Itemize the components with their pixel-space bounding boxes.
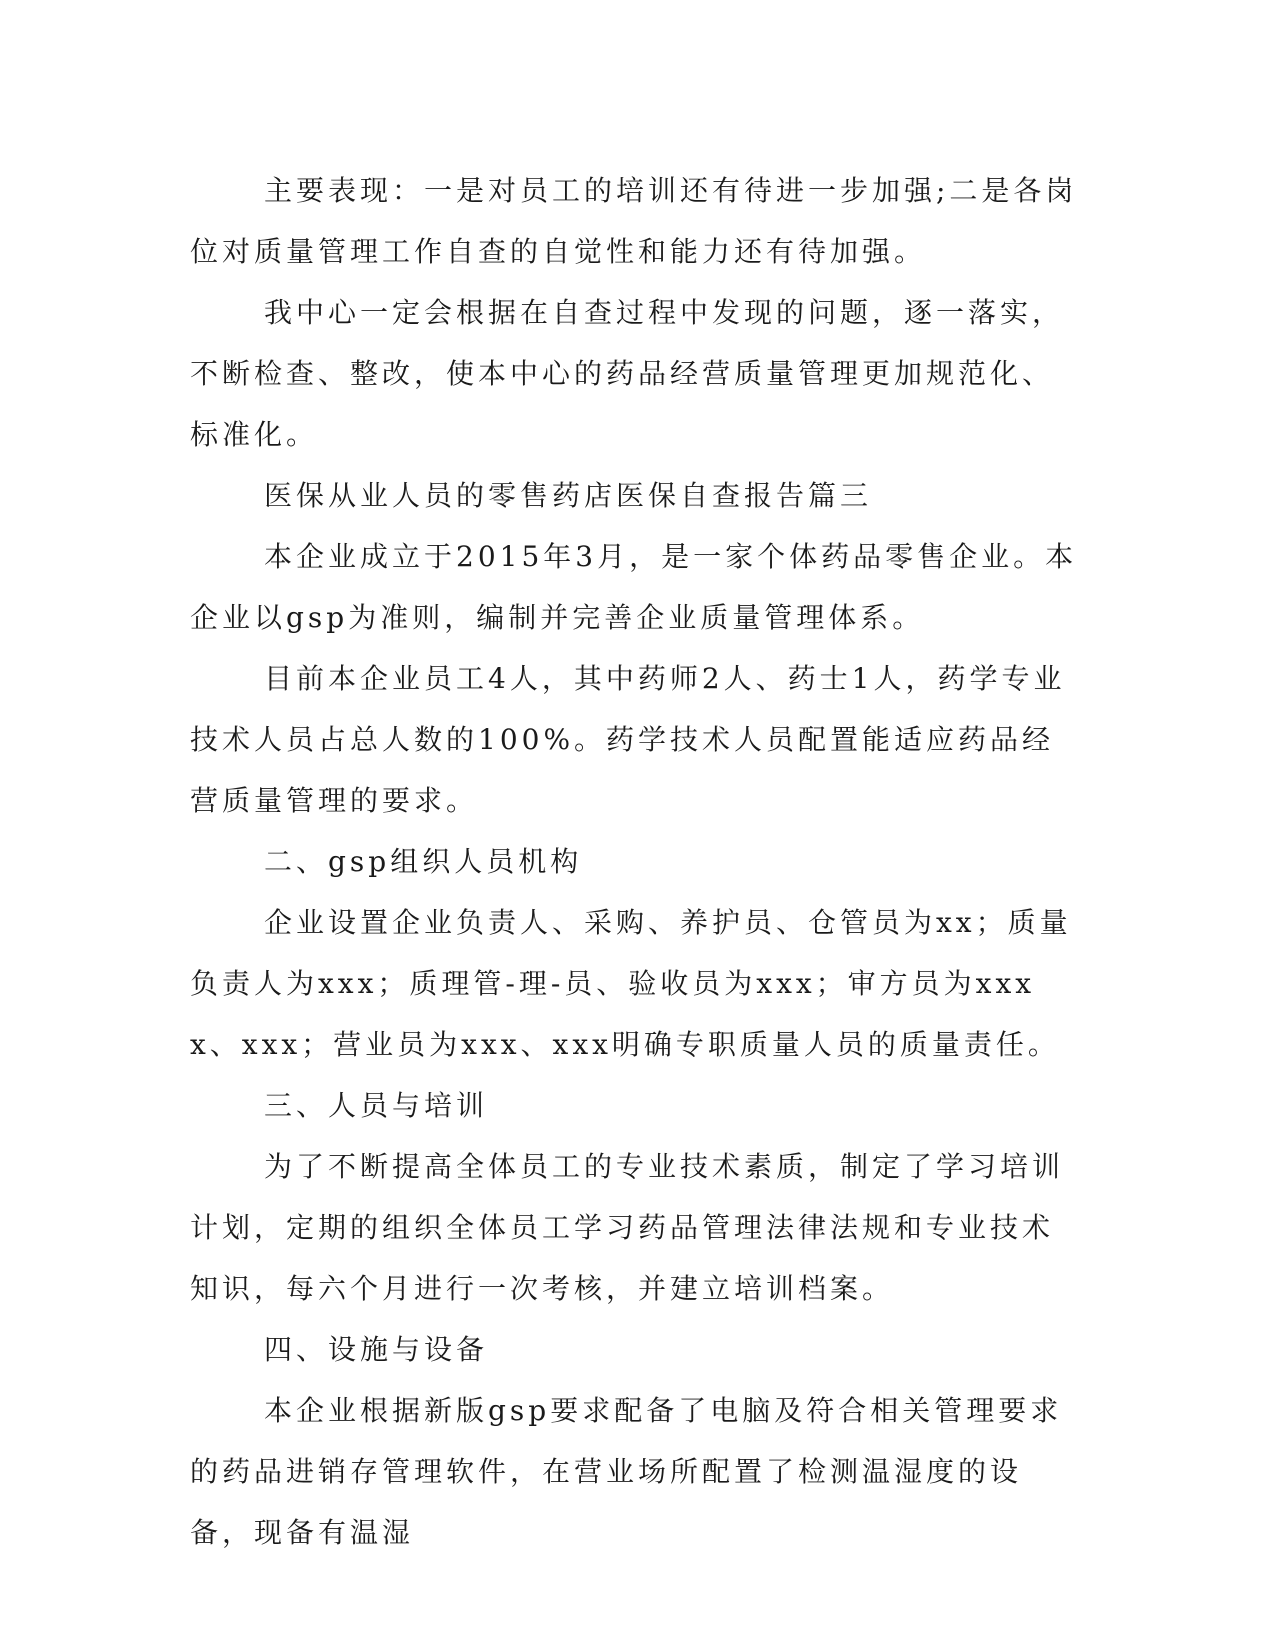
heading-gsp-organization: 二、gsp组织人员机构 xyxy=(264,845,583,878)
paragraph-company-profile: 本企业成立于2015年3月，是一家个体药品零售企业。本企业以gsp为准则，编制并完善企业质量管理体系。 xyxy=(190,540,1078,634)
document-body xyxy=(190,160,1085,1563)
section-title-part-three: 医保从业人员的零售药店医保自查报告篇三 xyxy=(264,479,873,512)
paragraph-equipment-details: 本企业根据新版gsp要求配备了电脑及符合相关管理要求的药品进销存管理软件，在营业场所配置了检测温湿度的设备，现备有温湿 xyxy=(190,1394,1063,1549)
paragraph-training-plan: 为了不断提高全体员工的专业技术素质，制定了学习培训计划，定期的组织全体员工学习药品管理法律法规和专业技术知识，每六个月进行一次考核，并建立培训档案。 xyxy=(190,1150,1065,1305)
paragraph-staff-composition: 目前本企业员工4人，其中药师2人、药士1人，药学专业技术人员占总人数的100%。药学技术人员配置能适应药品经营质量管理的要求。 xyxy=(190,662,1066,817)
paragraph-rectification-commitment: 我中心一定会根据在自查过程中发现的问题，逐一落实，不断检查、整改，使本中心的药品经营质量管理更加规范化、标准化。 xyxy=(190,296,1065,451)
heading-personnel-training: 三、人员与培训 xyxy=(264,1089,489,1122)
paragraph-main-issues: 主要表现：一是对员工的培训还有待进一步加强;二是各岗位对质量管理工作自查的自觉性和能力还有待加强。 xyxy=(190,174,1078,268)
heading-facilities-equipment: 四、设施与设备 xyxy=(264,1333,489,1366)
paragraph-organization-roles: 企业设置企业负责人、采购、养护员、仓管员为xx；质量负责人为xxx；质理管-理-员、验收员为xxx；审方员为xxxx、xxx；营业员为xxx、xxx明确专职质量人员的质量责任。 xyxy=(190,906,1072,1061)
